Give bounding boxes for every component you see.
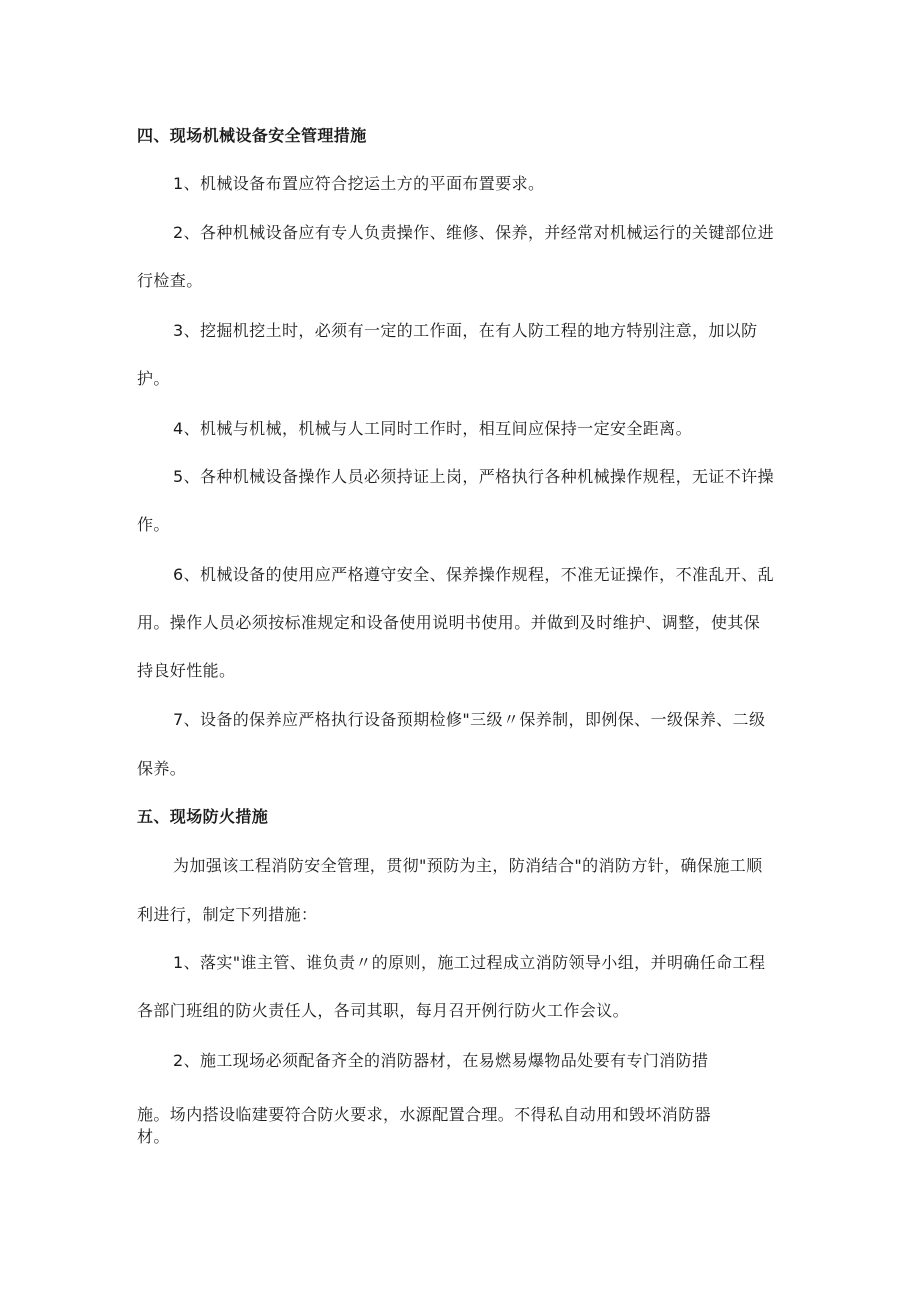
section-4-heading: 四、现场机械设备安全管理措施 bbox=[137, 126, 367, 145]
section-5-item-1-line-2: 各部门班组的防火责任人，各司其职，每月召开例行防火工作会议。 bbox=[137, 1001, 630, 1020]
section-4-item-6-line-1: 6、机械设备的使用应严格遵守安全、保养操作规程，不准无证操作，不准乱开、乱 bbox=[173, 565, 774, 584]
section-4-item-5-line-2: 作。 bbox=[137, 515, 170, 534]
section-4-item-6-line-3: 持良好性能。 bbox=[137, 661, 236, 680]
section-5-intro-line-2: 利进行，制定下列措施： bbox=[137, 905, 318, 924]
section-5-intro-line-1: 为加强该工程消防安全管理，贯彻"预防为主，防消结合"的消防方针，确保施工顺 bbox=[173, 856, 763, 875]
section-4-item-2-line-2: 行检查。 bbox=[137, 271, 203, 290]
section-4-item-5-line-1: 5、各种机械设备操作人员必须持证上岗，严格执行各种机械操作规程，无证不许操 bbox=[173, 467, 774, 486]
section-4-item-7-line-1: 7、设备的保养应严格执行设备预期检修"三级〃保养制，即例保、一级保养、二级 bbox=[173, 710, 766, 729]
section-4-item-1-line-1: 1、机械设备布置应符合挖运土方的平面布置要求。 bbox=[173, 174, 545, 193]
section-4-item-6-line-2: 用。操作人员必须按标准规定和设备使用说明书使用。并做到及时维护、调整，使其保 bbox=[137, 613, 761, 632]
section-4-item-4-line-1: 4、机械与机械，机械与人工同时工作时，相互间应保持一定安全距离。 bbox=[173, 419, 692, 438]
section-4-item-7-line-2: 保养。 bbox=[137, 759, 187, 778]
section-5-item-1-line-1: 1、落实"谁主管、谁负责〃的原则，施工过程成立消防领导小组，并明确任命工程 bbox=[173, 953, 766, 972]
section-4-item-3-line-1: 3、挖掘机挖土时，必须有一定的工作面，在有人防工程的地方特别注意，加以防 bbox=[173, 321, 758, 340]
section-5-item-2-line-2: 施。场内搭设临建要符合防火要求，水源配置合理。不得私自动用和毁坏消防器 bbox=[137, 1105, 712, 1124]
section-4-item-2-line-1: 2、各种机械设备应有专人负责操作、维修、保养，并经常对机械运行的关键部位进 bbox=[173, 223, 774, 242]
section-5-heading: 五、现场防火措施 bbox=[137, 807, 269, 826]
section-4-item-3-line-2: 护。 bbox=[137, 369, 170, 388]
section-5-item-2-line-3: 材。 bbox=[137, 1127, 170, 1146]
section-5-item-2-line-1: 2、施工现场必须配备齐全的消防器材，在易燃易爆物品处要有专门消防措 bbox=[173, 1051, 709, 1070]
